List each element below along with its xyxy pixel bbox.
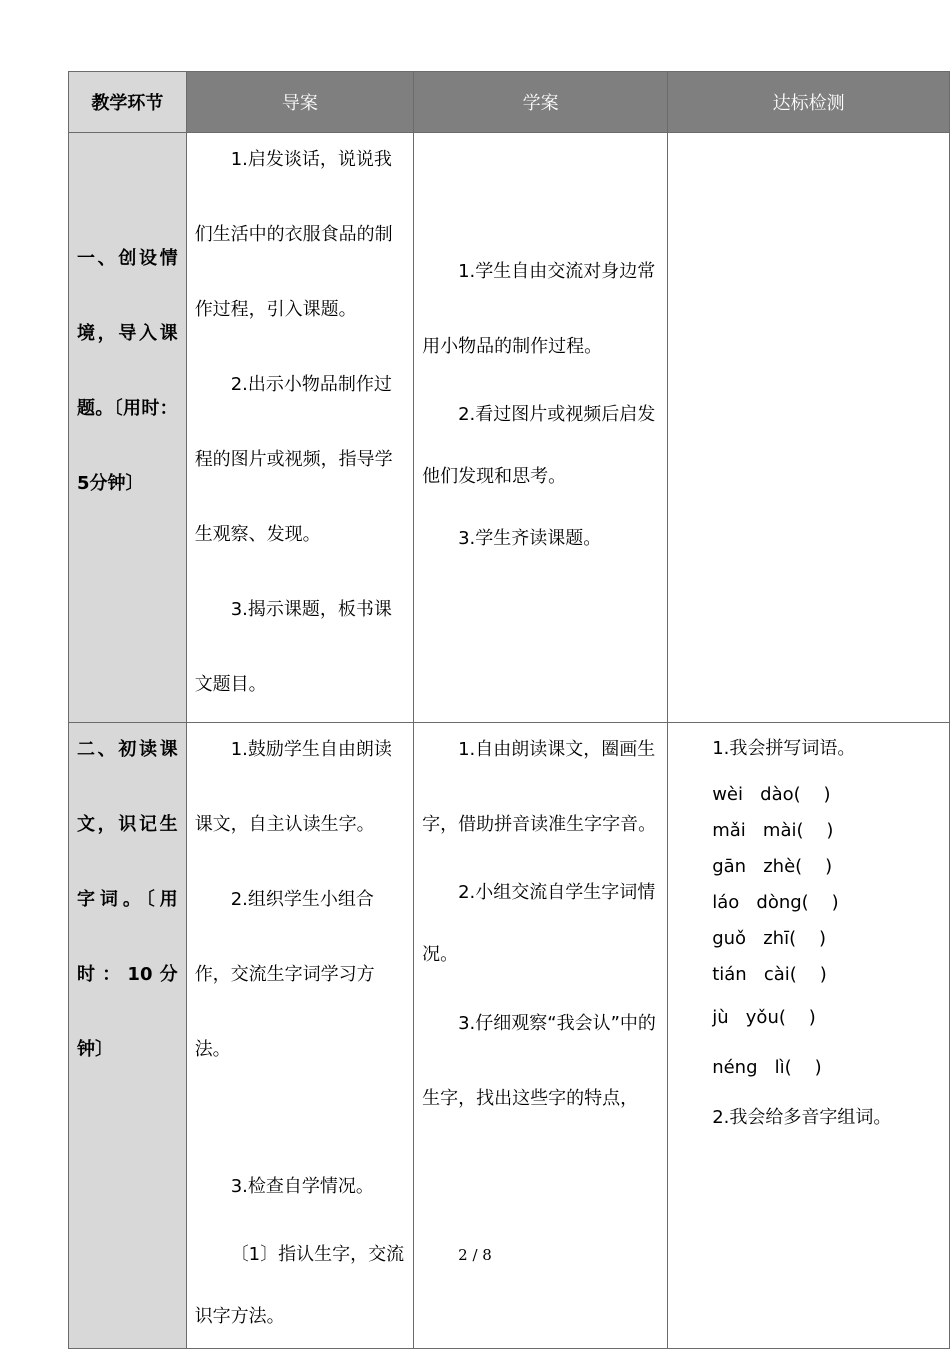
- study-item: 1.自由朗读课文，圈画生字，借助拼音读准生字字音。: [422, 739, 657, 835]
- study-item: 3.学生齐读课题。: [458, 528, 602, 549]
- stage-cell: [69, 133, 187, 723]
- stage-label: 二、初读课文，识记生字词。〔用时：10分钟〕: [77, 739, 178, 1060]
- pinyin-item: wèi dào( ): [712, 784, 831, 805]
- study-cell: [414, 133, 668, 723]
- table-row: [69, 133, 950, 723]
- stage-label: 一、创设情境，导入课题。〔用时：5分钟〕: [77, 248, 178, 494]
- guide-item: 1.鼓励学生自由朗读课文，自主认读生字。: [194, 739, 392, 835]
- study-item: 2.看过图片或视频后启发他们发现和思考。: [422, 404, 656, 487]
- pinyin-item: tián cài( ): [712, 964, 827, 985]
- pinyin-item: gān zhè( ): [712, 856, 833, 877]
- study-item: 1.学生自由交流对身边常用小物品的制作过程。: [422, 261, 656, 357]
- pinyin-item: néng lì( ): [712, 1057, 822, 1078]
- header-study: 学案: [414, 72, 668, 133]
- guide-item: 1.启发谈话，说说我们生活中的衣服食品的制作过程，引入课题。: [194, 149, 393, 320]
- test-cell: [668, 133, 950, 723]
- pinyin-item: guǒ zhī( ): [712, 928, 827, 949]
- header-test: 达标检测: [668, 72, 950, 133]
- guide-item: 3.检查自学情况。: [230, 1176, 374, 1197]
- lesson-plan-table: [68, 71, 950, 1349]
- guide-item: 〔1〕指认生字，交流识字方法。: [194, 1244, 405, 1327]
- header-stage: 教学环节: [69, 72, 187, 133]
- guide-item: 3.揭示课题，板书课文题目。: [194, 599, 392, 695]
- guide-cell: [186, 133, 413, 723]
- guide-item: 2.出示小物品制作过程的图片或视频，指导学生观察、发现。: [194, 374, 393, 545]
- study-item: 3.仔细观察“我会认”中的生字，找出这些字的特点，: [422, 1013, 656, 1109]
- header-guide: 导案: [186, 72, 413, 133]
- guide-item: 2.组织学生小组合作，交流生字词学习方法。: [194, 889, 375, 1060]
- page-number: 2 / 8: [458, 1246, 492, 1264]
- pinyin-item: jù yǒu( ): [712, 1007, 816, 1028]
- test-item: 2.我会给多音字组词。: [712, 1107, 892, 1128]
- pinyin-item: mǎi mài( ): [712, 820, 834, 841]
- pinyin-item: láo dòng( ): [712, 892, 839, 913]
- study-item: 2.小组交流自学生字词情况。: [422, 882, 656, 965]
- test-item: 1.我会拼写词语。: [712, 738, 856, 759]
